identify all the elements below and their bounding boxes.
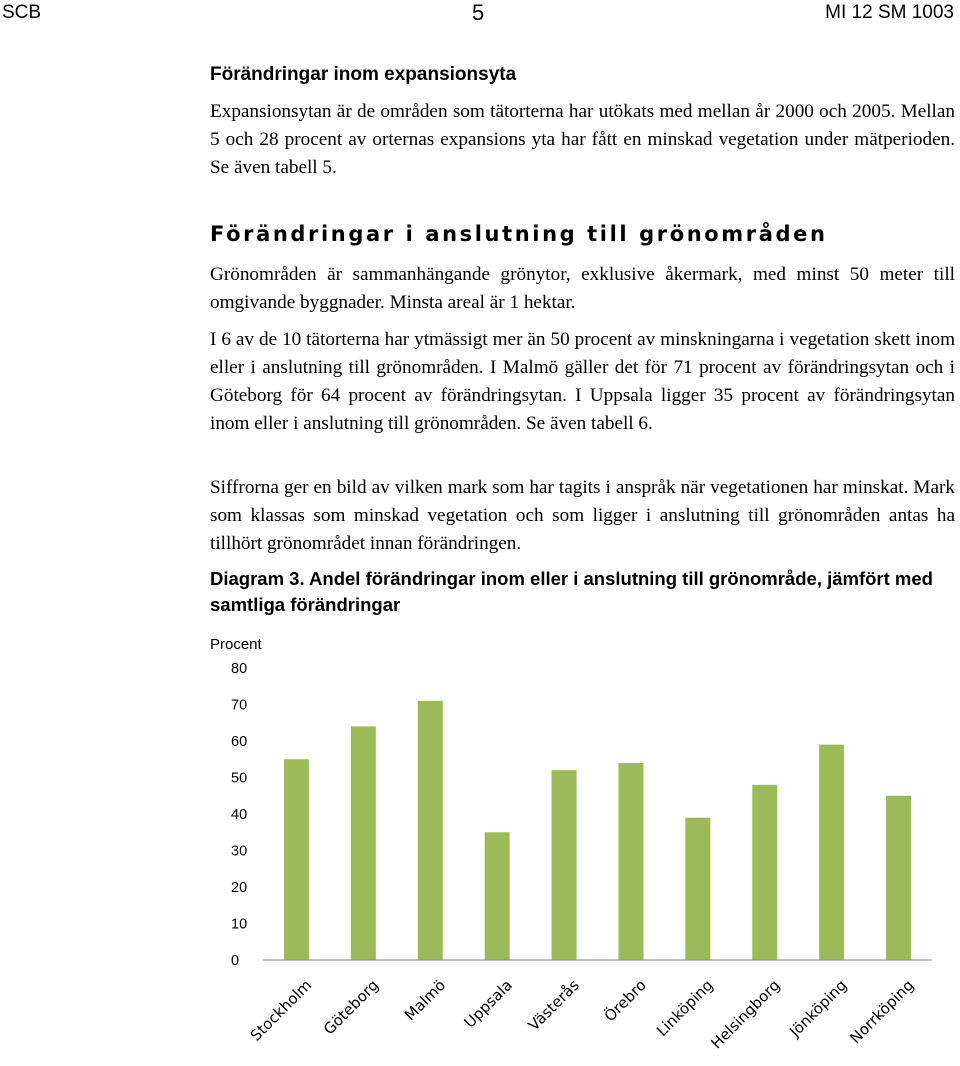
x-category-label: Jönköping (786, 976, 851, 1041)
bar-örebro (618, 763, 643, 960)
x-category-label: Västerås (524, 976, 583, 1035)
paragraph-green-areas-interpretation: Siffrorna ger en bild av vilken mark som har tagits i anspråk när vegetationen har minskat. Mark som klassas som minskad vegetation och som ligger i anslutning till grönområden antas ha tillhört grönområdet innan förändringen. (210, 477, 955, 554)
section-heading-green-areas: Förändringar i anslutning till grönområden (210, 222, 828, 246)
bar-chart (0, 630, 960, 1066)
paragraph-green-areas-definition: Grönområden är sammanhängande grönytor, exklusive åkermark, med minst 50 meter till omgivande byggnader. Minsta areal är 1 hektar. (210, 264, 955, 313)
x-category-label: Örebro (600, 976, 650, 1026)
y-tick-label: 40 (231, 807, 248, 823)
publisher-label: SCB (2, 2, 42, 23)
bar-linköping (685, 818, 710, 960)
page-number: 5 (472, 0, 485, 25)
page-header (0, 0, 960, 30)
figure-caption: Diagram 3. Andel förändringar inom eller i anslutning till grönområde, jämfört med samtliga förändringar (210, 568, 933, 615)
paragraph-green-areas-results: I 6 av de 10 tätorterna har ytmässigt mer än 50 procent av minskningarna i vegetation skett inom eller i anslutning till grönområden. I Malmö gäller det för 71 procent av förändringsytan och i Göteborg för 64 procent av förändringsytan. I Uppsala ligger 35 procent av förändringsytan inom eller i anslutning till grönområden. Se även tabell 6. (210, 329, 955, 434)
x-category-label: Stockholm (246, 976, 316, 1045)
y-tick-label: 30 (231, 843, 248, 860)
bar-göteborg (351, 726, 376, 960)
section-heading-expansion: Förändringar inom expansionsyta (210, 64, 517, 85)
y-tick-label: 0 (231, 953, 240, 969)
x-category-label: Linköping (652, 976, 717, 1040)
bar-uppsala (485, 832, 510, 960)
y-tick-label: 80 (231, 661, 248, 677)
bar-norrköping (886, 796, 911, 960)
y-tick-label: 50 (231, 770, 248, 787)
y-tick-label: 10 (231, 916, 248, 933)
y-tick-label: 20 (231, 880, 248, 896)
bar-stockholm (284, 759, 309, 960)
bar-helsingborg (752, 785, 777, 960)
y-tick-label: 60 (231, 734, 248, 750)
x-category-label: Norrköping (846, 976, 918, 1048)
x-category-label: Helsingborg (707, 976, 784, 1053)
y-axis-title: Procent (210, 636, 262, 653)
y-tick-label: 70 (231, 697, 248, 714)
x-category-label: Uppsala (460, 976, 516, 1032)
x-category-label: Malmö (400, 976, 450, 1025)
bar-jönköping (819, 745, 844, 960)
report-code: MI 12 SM 1003 (825, 2, 954, 23)
paragraph-expansion: Expansionsytan är de områden som tätorterna har utökats med mellan år 2000 och 2005. Mellan 5 och 28 procent av orternas expansions yta har fått en minskad vegetation under mätperioden. Se även tabell 5. (210, 101, 955, 178)
bar-malmö (418, 701, 443, 960)
x-category-label: Göteborg (319, 976, 383, 1039)
bar-västerås (552, 770, 577, 960)
